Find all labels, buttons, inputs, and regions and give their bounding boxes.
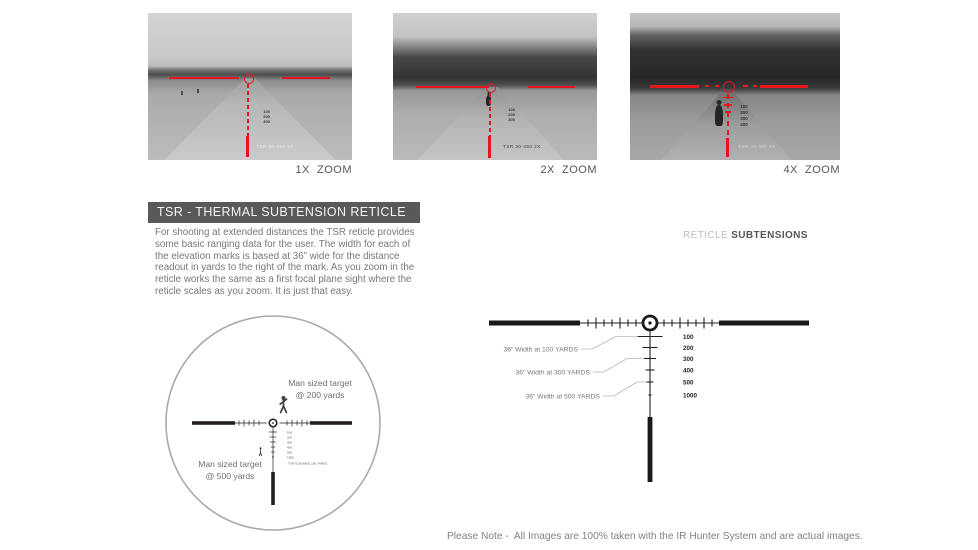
subtension-lines [580, 318, 719, 418]
reticle-subtensions-heading [683, 230, 808, 241]
reticle-tick [743, 85, 747, 87]
svg-text:500: 500 [287, 450, 293, 455]
scope-range-numbers [287, 430, 294, 459]
scope-footnote: TSR SCALABLE 100 YARDS [288, 461, 328, 466]
thermal-scene [630, 13, 840, 160]
reticle-left-bar [650, 85, 699, 88]
man-target-200-icon [280, 396, 286, 413]
svg-text:100: 100 [287, 430, 293, 435]
reticle-left-bar [169, 77, 239, 80]
osd-text: TSR 30-450 1X [256, 143, 294, 149]
reticle-right-bar [760, 85, 808, 88]
svg-text:200: 200 [287, 435, 293, 440]
road [148, 13, 352, 160]
man-target-labels [198, 378, 352, 481]
svg-text:300: 300 [683, 356, 694, 363]
svg-text:300: 300 [287, 440, 293, 445]
reticle-range-numbers: 100 200 300 400 [740, 104, 748, 128]
reticle-tick [705, 85, 709, 87]
reticle-range-numbers: 100 200 300 [263, 108, 270, 124]
zoom-label-4x: 4X ZOOM [783, 164, 840, 176]
svg-text:1000: 1000 [287, 455, 294, 460]
reticle-left-bar [416, 86, 488, 89]
footer-note: Please Note - All Images are 100% taken with the IR Hunter System and are actual images. [447, 531, 863, 542]
heading-light-part: RETICLE [683, 230, 729, 241]
target-500-label-line2: @ 500 yards [205, 471, 255, 481]
distant-objects [197, 89, 199, 93]
subtension-width-labels [503, 347, 600, 401]
reticle-vertical-line [489, 93, 491, 140]
heading-bold-part: SUBTENSIONS [731, 230, 808, 241]
reticle-center-circle [486, 83, 496, 93]
section-body-text: For shooting at extended distances the TSR reticle provides some basic ranging data for the user. The width for each of the elevation marks is based at 36” wide for the distance readout in yards to the right of the mark. As you zoom in the reticle works the same as a first focal plane sight where the reticle scales as you zoom. It is just that easy. [155, 227, 415, 297]
target-200-label-line1: Man sized target [288, 378, 352, 388]
thermal-image-2x [393, 13, 597, 176]
thermal-scene [148, 13, 352, 160]
reticle-vertical-line [727, 94, 729, 143]
width-label-300: 36” Width at 300 YARDS [515, 369, 590, 377]
width-label-500: 36” Width at 500 YARDS [525, 393, 600, 401]
thermal-image-4x [630, 13, 840, 176]
reticle-center-circle [723, 81, 735, 93]
svg-text:500: 500 [683, 379, 694, 387]
section-title-bar [148, 202, 420, 223]
svg-text:400: 400 [287, 445, 293, 450]
man-target-500-icon [259, 447, 261, 455]
reticle-elevation-tick [725, 111, 731, 113]
width-label-100: 36” Width at 100 YARDS [503, 346, 578, 354]
svg-text:400: 400 [683, 367, 694, 375]
reticle-subtension-diagram [480, 300, 820, 500]
osd-text: TSR 30-450 4X [738, 143, 776, 149]
thermal-scene [393, 13, 597, 160]
leader-line-100 [581, 337, 637, 350]
reticle-right-bar [528, 86, 575, 89]
section-title: TSR - THERMAL SUBTENSION RETICLE [157, 205, 406, 219]
reticle-elevation-tick [724, 104, 732, 106]
reticle-bottom-post [726, 138, 729, 157]
osd-text: TSR 30-450 2X [503, 143, 541, 149]
subtension-distance-numbers [683, 334, 698, 400]
reticle-vertical-line [247, 84, 249, 138]
reticle-bottom-post [246, 136, 249, 157]
svg-text:100: 100 [683, 334, 694, 341]
reticle-bottom-post [488, 136, 491, 157]
leader-line-500 [603, 382, 646, 396]
person-silhouette [715, 105, 723, 126]
zoom-label-1x: 1X ZOOM [295, 164, 352, 176]
reticle-center-circle [244, 74, 254, 84]
target-500-label-line1: Man sized target [198, 459, 262, 469]
reticle-tick [753, 85, 757, 87]
svg-text:200: 200 [683, 345, 694, 352]
zoom-label-2x: 2X ZOOM [540, 164, 597, 176]
thermal-image-1x [148, 13, 352, 176]
reticle-tick [715, 85, 719, 87]
leader-lines [581, 337, 646, 397]
svg-text:1000: 1000 [683, 392, 698, 400]
reticle-elevation-tick [723, 97, 733, 99]
leader-line-300 [593, 359, 644, 373]
subtension-thick-bars [489, 321, 809, 483]
scope-center-dot [272, 422, 274, 424]
reticle-right-bar [282, 77, 330, 80]
reticle-range-numbers: 100 200 300 [508, 107, 515, 123]
subtension-center-dot [648, 321, 651, 324]
scope-view-diagram [163, 313, 383, 533]
target-200-label-line2: @ 200 yards [295, 390, 345, 400]
